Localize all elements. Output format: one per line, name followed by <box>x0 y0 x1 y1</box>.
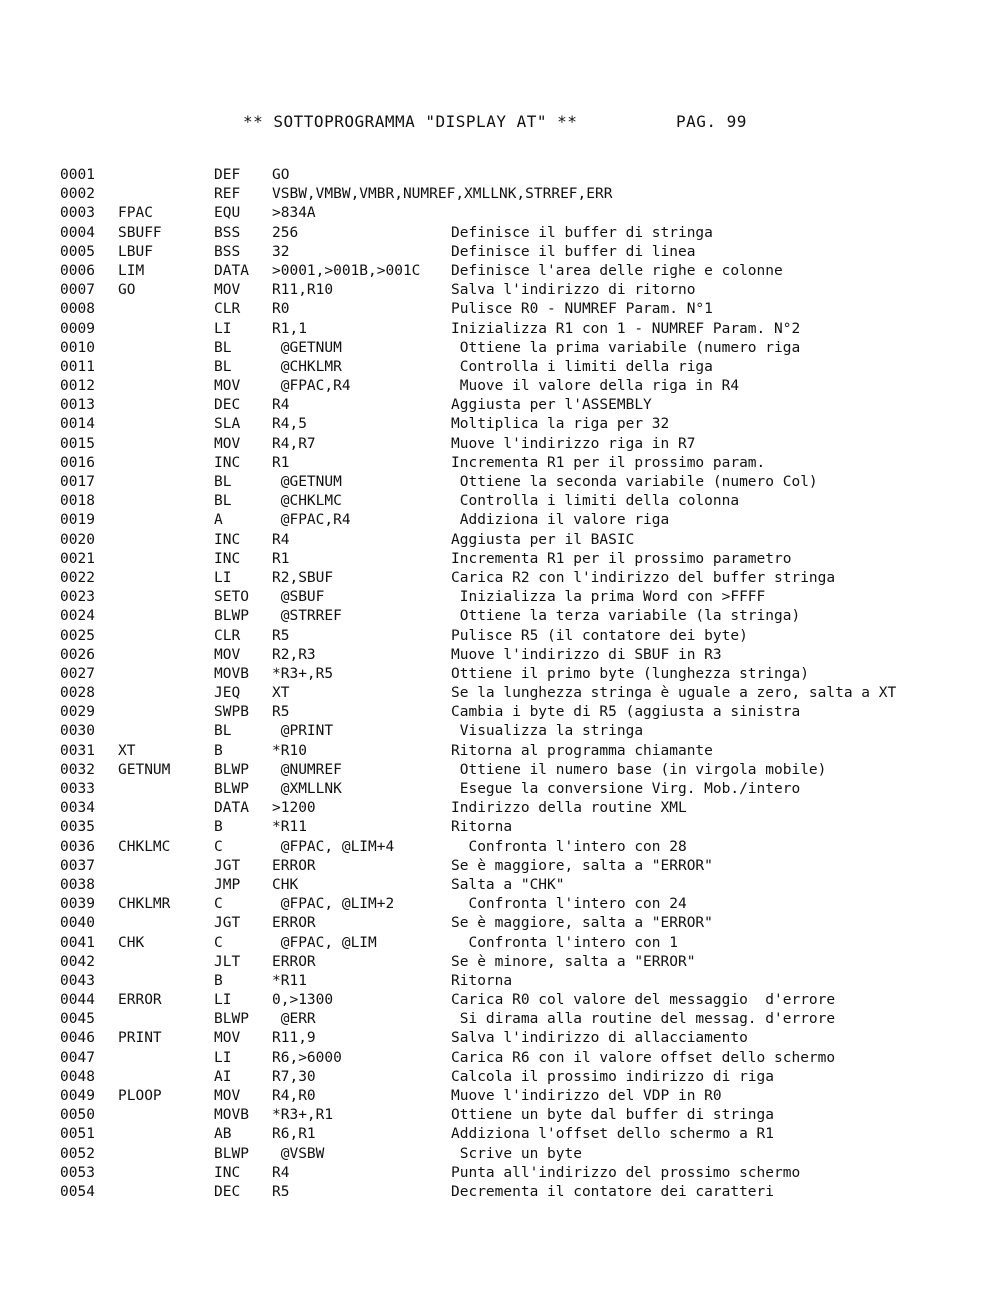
listing-line <box>60 761 960 780</box>
line-number: 0018 <box>60 493 95 510</box>
line-opcode: B <box>214 819 223 836</box>
line-comment: Ritorna <box>451 819 513 836</box>
line-number: 0006 <box>60 262 95 279</box>
line-comment: Addiziona l'offset dello schermo a R1 <box>451 1126 775 1143</box>
line-operands: @XMLLNK <box>272 781 342 797</box>
listing-line <box>60 415 960 434</box>
line-comment: Ottiene il primo byte (lunghezza stringa) <box>451 665 809 682</box>
listing-line <box>60 722 960 741</box>
line-operands: 0,>1300 <box>272 992 334 1009</box>
listing-line <box>60 511 960 530</box>
line-opcode: INC <box>214 454 241 471</box>
line-number: 0014 <box>60 416 95 433</box>
line-opcode: MOVB <box>214 1107 249 1124</box>
line-number: 0026 <box>60 646 95 663</box>
line-operands: R1,1 <box>272 320 307 337</box>
line-number: 0008 <box>60 301 95 318</box>
line-label: CHKLMR <box>118 896 171 913</box>
listing-line <box>60 1183 960 1202</box>
line-opcode: MOV <box>214 435 241 452</box>
listing-line <box>60 473 960 492</box>
line-comment: Se la lunghezza stringa è uguale a zero, salta a XT <box>451 685 897 702</box>
line-opcode: BSS <box>214 224 241 241</box>
listing-line <box>60 377 960 396</box>
line-number: 0016 <box>60 454 95 471</box>
line-comment: Definisce il buffer di stringa <box>451 224 713 241</box>
line-label: XT <box>118 742 136 759</box>
line-opcode: INC <box>214 531 241 548</box>
line-comment: Confronta l'intero con 1 <box>451 934 678 951</box>
line-operands: @NUMREF <box>272 761 342 778</box>
line-operands: @STRREF <box>272 608 342 625</box>
line-opcode: AI <box>214 1068 232 1085</box>
listing-line <box>60 569 960 588</box>
listing-line <box>60 991 960 1010</box>
line-number: 0023 <box>60 589 95 606</box>
listing-line <box>60 435 960 454</box>
line-operands: R4,5 <box>272 416 307 433</box>
line-opcode: B <box>214 742 223 759</box>
line-operands: R2,SBUF <box>272 569 334 586</box>
line-number: 0042 <box>60 953 95 970</box>
line-number: 0050 <box>60 1107 95 1124</box>
line-number: 0002 <box>60 186 95 203</box>
line-comment: Muove il valore della riga in R4 <box>451 378 740 395</box>
line-comment: Definisce l'area delle righe e colonne <box>451 262 783 279</box>
line-label: LBUF <box>118 243 153 260</box>
line-operands: GO <box>272 167 290 183</box>
line-operands: R4,R0 <box>272 1088 316 1104</box>
line-opcode: BL <box>214 493 232 510</box>
line-operands: R4 <box>272 397 290 414</box>
line-opcode: EQU <box>214 205 241 222</box>
line-operands: *R11 <box>272 972 307 989</box>
line-opcode: JGT <box>214 915 241 932</box>
line-number: 0011 <box>60 358 95 375</box>
line-operands: 32 <box>272 243 290 260</box>
line-number: 0040 <box>60 915 95 932</box>
line-comment: Aggiusta per il BASIC <box>451 531 635 548</box>
line-opcode: BLWP <box>214 1145 249 1162</box>
line-number: 0009 <box>60 320 95 337</box>
listing-line <box>60 838 960 857</box>
listing-line <box>60 396 960 415</box>
listing-line <box>60 953 960 972</box>
line-number: 0048 <box>60 1068 95 1085</box>
line-opcode: DATA <box>214 262 249 279</box>
line-opcode: JGT <box>214 857 241 874</box>
line-opcode: CLR <box>214 627 241 644</box>
line-number: 0041 <box>60 934 95 951</box>
line-operands: XT <box>272 685 290 702</box>
line-comment: Carica R0 col valore del messaggio d'errore <box>451 992 836 1009</box>
line-number: 0025 <box>60 627 95 644</box>
line-opcode: BLWP <box>214 608 249 625</box>
line-comment: Carica R2 con l'indirizzo del buffer stringa <box>451 569 836 586</box>
line-comment: Addiziona il valore riga <box>451 512 670 529</box>
line-opcode: DEC <box>214 397 241 414</box>
line-opcode: MOV <box>214 378 241 395</box>
listing-line <box>60 588 960 607</box>
line-comment: Incrementa R1 per il prossimo parametro <box>451 550 792 567</box>
line-comment: Esegue la conversione Virg. Mob./intero <box>451 781 801 797</box>
line-number: 0013 <box>60 397 95 414</box>
line-comment: Moltiplica la riga per 32 <box>451 416 670 433</box>
listing-line <box>60 1087 960 1106</box>
line-operands: R6,>6000 <box>272 1049 342 1066</box>
line-comment: Confronta l'intero con 28 <box>451 838 687 855</box>
listing-line <box>60 857 960 876</box>
line-number: 0005 <box>60 243 95 260</box>
line-operands: @FPAC, @LIM+2 <box>272 896 395 913</box>
listing-line <box>60 339 960 358</box>
line-operands: R4 <box>272 1164 290 1181</box>
line-operands: R5 <box>272 1183 290 1200</box>
line-comment: Muove l'indirizzo di SBUF in R3 <box>451 646 722 663</box>
line-comment: Ottiene la seconda variabile (numero Col) <box>451 474 818 490</box>
line-operands: @FPAC, @LIM+4 <box>272 838 395 855</box>
listing-line <box>60 243 960 262</box>
line-opcode: B <box>214 972 223 989</box>
listing-line <box>60 895 960 914</box>
line-operands: >0001,>001B,>001C <box>272 262 421 279</box>
listing-line <box>60 1106 960 1125</box>
line-label: CHK <box>118 934 145 951</box>
line-opcode: BSS <box>214 243 241 260</box>
line-number: 0010 <box>60 339 95 356</box>
line-number: 0036 <box>60 838 95 855</box>
listing-line <box>60 934 960 953</box>
line-number: 0007 <box>60 282 95 299</box>
line-operands: @CHKLMC <box>272 493 342 510</box>
line-opcode: SWPB <box>214 704 249 721</box>
line-opcode: BLWP <box>214 761 249 778</box>
line-operands: @PRINT <box>272 723 334 740</box>
line-number: 0038 <box>60 876 95 893</box>
line-number: 0031 <box>60 742 95 759</box>
line-opcode: MOV <box>214 1088 241 1104</box>
line-comment: Calcola il prossimo indirizzo di riga <box>451 1068 775 1085</box>
line-operands: VSBW,VMBW,VMBR,NUMREF,XMLLNK,STRREF,ERR <box>272 186 613 203</box>
line-comment: Scrive un byte <box>451 1145 582 1162</box>
line-comment: Controlla i limiti della colonna <box>451 493 740 510</box>
listing-line <box>60 684 960 703</box>
line-operands: R4 <box>272 531 290 548</box>
line-operands: R11,9 <box>272 1030 316 1047</box>
line-number: 0020 <box>60 531 95 548</box>
line-comment: Ottiene il numero base (in virgola mobile) <box>451 761 827 778</box>
line-opcode: JEQ <box>214 685 241 702</box>
line-label: GETNUM <box>118 761 171 778</box>
line-number: 0043 <box>60 972 95 989</box>
line-operands: >1200 <box>272 800 316 817</box>
line-number: 0032 <box>60 761 95 778</box>
listing-line <box>60 627 960 646</box>
line-number: 0003 <box>60 205 95 222</box>
line-operands: >834A <box>272 205 316 222</box>
line-number: 0052 <box>60 1145 95 1162</box>
listing-line <box>60 1029 960 1048</box>
line-number: 0039 <box>60 896 95 913</box>
line-opcode: LI <box>214 992 232 1009</box>
line-number: 0017 <box>60 474 95 490</box>
listing-line <box>60 454 960 473</box>
line-comment: Cambia i byte di R5 (aggiusta a sinistra <box>451 704 801 721</box>
line-operands: R1 <box>272 550 290 567</box>
line-number: 0049 <box>60 1088 95 1104</box>
line-operands: @SBUF <box>272 589 325 606</box>
line-number: 0012 <box>60 378 95 395</box>
line-number: 0024 <box>60 608 95 625</box>
listing-line <box>60 703 960 722</box>
line-operands: R5 <box>272 704 290 721</box>
listing-line <box>60 607 960 626</box>
line-label: ERROR <box>118 992 162 1009</box>
line-opcode: LI <box>214 320 232 337</box>
line-number: 0053 <box>60 1164 95 1181</box>
line-comment: Ritorna <box>451 972 513 989</box>
line-opcode: JLT <box>214 953 241 970</box>
listing-line <box>60 914 960 933</box>
line-operands: R7,30 <box>272 1068 316 1085</box>
line-comment: Ottiene la terza variabile (la stringa) <box>451 608 801 625</box>
listing-line <box>60 204 960 223</box>
line-number: 0037 <box>60 857 95 874</box>
line-number: 0015 <box>60 435 95 452</box>
line-number: 0054 <box>60 1183 95 1200</box>
line-operands: R6,R1 <box>272 1126 316 1143</box>
line-opcode: DEF <box>214 167 241 183</box>
listing-line <box>60 185 960 204</box>
line-label: LIM <box>118 262 145 279</box>
line-operands: @ERR <box>272 1011 316 1028</box>
line-number: 0034 <box>60 800 95 817</box>
line-operands: R4,R7 <box>272 435 316 452</box>
line-opcode: C <box>214 896 223 913</box>
listing-line <box>60 358 960 377</box>
line-opcode: SETO <box>214 589 249 606</box>
line-comment: Decrementa il contatore dei caratteri <box>451 1183 775 1200</box>
line-number: 0033 <box>60 781 95 797</box>
line-operands: @FPAC,R4 <box>272 512 351 529</box>
listing-line <box>60 1145 960 1164</box>
listing-line <box>60 281 960 300</box>
line-number: 0019 <box>60 512 95 529</box>
line-opcode: DATA <box>214 800 249 817</box>
line-operands: *R3+,R1 <box>272 1107 334 1124</box>
line-comment: Pulisce R5 (il contatore dei byte) <box>451 627 748 644</box>
line-comment: Si dirama alla routine del messag. d'errore <box>451 1011 836 1028</box>
line-opcode: BL <box>214 474 232 490</box>
line-operands: R11,R10 <box>272 282 334 299</box>
line-comment: Salta a "CHK" <box>451 876 565 893</box>
line-comment: Inizializza R1 con 1 - NUMREF Param. N°2 <box>451 320 801 337</box>
listing-line <box>60 818 960 837</box>
line-opcode: MOV <box>214 646 241 663</box>
listing-line <box>60 224 960 243</box>
line-opcode: MOV <box>214 282 241 299</box>
line-label: SBUFF <box>118 224 162 241</box>
line-comment: Aggiusta per l'ASSEMBLY <box>451 397 652 414</box>
line-comment: Ottiene la prima variabile (numero riga <box>451 339 801 356</box>
listing-line <box>60 972 960 991</box>
line-operands: R0 <box>272 301 290 318</box>
line-comment: Ritorna al programma chiamante <box>451 742 713 759</box>
line-operands: R1 <box>272 454 290 471</box>
line-comment: Definisce il buffer di linea <box>451 243 696 260</box>
listing-line <box>60 550 960 569</box>
line-opcode: BL <box>214 358 232 375</box>
line-operands: @GETNUM <box>272 474 342 490</box>
line-number: 0046 <box>60 1030 95 1047</box>
listing-line <box>60 492 960 511</box>
line-label: PRINT <box>118 1030 162 1047</box>
line-opcode: SLA <box>214 416 241 433</box>
line-operands: @FPAC,R4 <box>272 378 351 395</box>
listing-line <box>60 1068 960 1087</box>
page-title: ** SOTTOPROGRAMMA "DISPLAY AT" ** <box>243 112 578 131</box>
line-opcode: C <box>214 838 223 855</box>
line-number: 0047 <box>60 1049 95 1066</box>
listing-line <box>60 320 960 339</box>
listing-line <box>60 742 960 761</box>
listing-line <box>60 1125 960 1144</box>
line-operands: ERROR <box>272 857 316 874</box>
line-operands: *R3+,R5 <box>272 665 334 682</box>
listing-line <box>60 1164 960 1183</box>
line-opcode: A <box>214 512 223 529</box>
line-number: 0001 <box>60 167 95 183</box>
line-operands: ERROR <box>272 915 316 932</box>
line-opcode: CLR <box>214 301 241 318</box>
line-opcode: INC <box>214 1164 241 1181</box>
line-opcode: LI <box>214 1049 232 1066</box>
listing-line <box>60 531 960 550</box>
line-comment: Punta all'indirizzo del prossimo schermo <box>451 1164 801 1181</box>
line-comment: Muove l'indirizzo del VDP in R0 <box>451 1088 722 1104</box>
line-operands: @FPAC, @LIM <box>272 934 377 951</box>
line-opcode: BLWP <box>214 1011 249 1028</box>
line-opcode: LI <box>214 569 232 586</box>
listing-line <box>60 799 960 818</box>
line-operands: R5 <box>272 627 290 644</box>
line-operands: ERROR <box>272 953 316 970</box>
page-header <box>0 112 1000 136</box>
line-number: 0035 <box>60 819 95 836</box>
line-number: 0028 <box>60 685 95 702</box>
line-operands: 256 <box>272 224 299 241</box>
line-comment: Visualizza la stringa <box>451 723 644 740</box>
line-opcode: DEC <box>214 1183 241 1200</box>
line-number: 0021 <box>60 550 95 567</box>
listing-line <box>60 1010 960 1029</box>
line-opcode: MOVB <box>214 665 249 682</box>
line-comment: Pulisce R0 - NUMREF Param. N°1 <box>451 301 713 318</box>
line-comment: Inizializza la prima Word con >FFFF <box>451 589 766 606</box>
listing-line <box>60 166 960 185</box>
line-opcode: BLWP <box>214 781 249 797</box>
line-label: FPAC <box>118 205 153 222</box>
line-operands: @CHKLMR <box>272 358 342 375</box>
line-number: 0045 <box>60 1011 95 1028</box>
line-comment: Salva l'indirizzo di allacciamento <box>451 1030 748 1047</box>
line-label: CHKLMC <box>118 838 171 855</box>
line-label: GO <box>118 282 136 299</box>
line-operands: @GETNUM <box>272 339 342 356</box>
line-opcode: BL <box>214 723 232 740</box>
line-number: 0030 <box>60 723 95 740</box>
line-comment: Incrementa R1 per il prossimo param. <box>451 454 766 471</box>
line-operands: CHK <box>272 876 299 893</box>
line-label: PLOOP <box>118 1088 162 1104</box>
line-comment: Se è maggiore, salta a "ERROR" <box>451 857 713 874</box>
line-operands: R2,R3 <box>272 646 316 663</box>
page-number: PAG. 99 <box>676 112 747 131</box>
listing-line <box>60 665 960 684</box>
listing-line <box>60 1049 960 1068</box>
line-number: 0004 <box>60 224 95 241</box>
line-opcode: BL <box>214 339 232 356</box>
line-number: 0029 <box>60 704 95 721</box>
listing-line <box>60 876 960 895</box>
line-opcode: INC <box>214 550 241 567</box>
line-number: 0051 <box>60 1126 95 1143</box>
line-number: 0022 <box>60 569 95 586</box>
line-number: 0044 <box>60 992 95 1009</box>
line-number: 0027 <box>60 665 95 682</box>
listing-line <box>60 780 960 799</box>
line-opcode: C <box>214 934 223 951</box>
line-opcode: JMP <box>214 876 241 893</box>
line-operands: @VSBW <box>272 1145 325 1162</box>
line-comment: Indirizzo della routine XML <box>451 800 687 817</box>
line-comment: Salva l'indirizzo di ritorno <box>451 282 696 299</box>
code-listing <box>60 166 960 1202</box>
listing-line <box>60 300 960 319</box>
line-comment: Se è minore, salta a "ERROR" <box>451 953 696 970</box>
line-comment: Controlla i limiti della riga <box>451 358 713 375</box>
line-comment: Ottiene un byte dal buffer di stringa <box>451 1107 775 1124</box>
line-opcode: AB <box>214 1126 232 1143</box>
line-opcode: MOV <box>214 1030 241 1047</box>
line-comment: Confronta l'intero con 24 <box>451 896 687 913</box>
line-operands: *R10 <box>272 742 307 759</box>
line-operands: *R11 <box>272 819 307 836</box>
line-comment: Se è maggiore, salta a "ERROR" <box>451 915 713 932</box>
listing-line <box>60 646 960 665</box>
line-comment: Carica R6 con il valore offset dello schermo <box>451 1049 836 1066</box>
line-comment: Muove l'indirizzo riga in R7 <box>451 435 696 452</box>
listing-line <box>60 262 960 281</box>
line-opcode: REF <box>214 186 241 203</box>
